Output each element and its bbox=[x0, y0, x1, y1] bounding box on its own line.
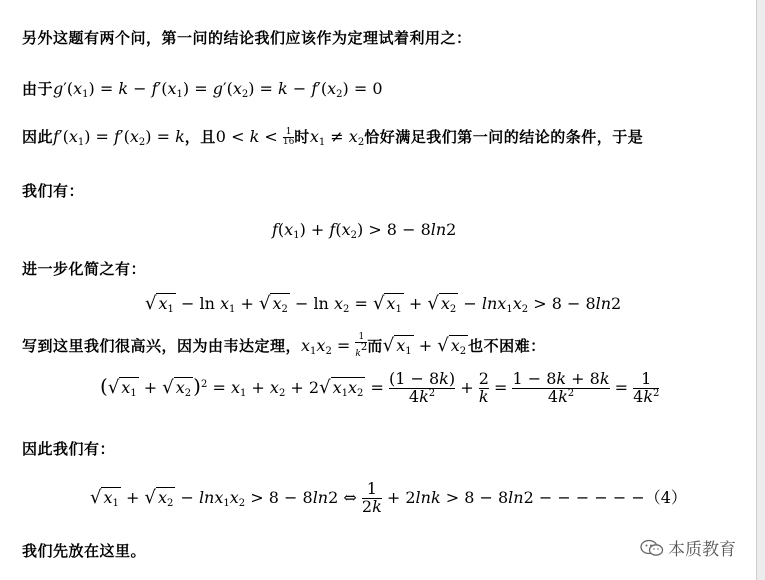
equation-square-expansion: (√ $x_1$ + √ $x_2$ )$^2 = x_1 + x_2 + 2√$ $x_1x_2$ = $\frac{(1 - 8k)}{4k^2}$ + $\frac{2}{k}$ = $\frac{1 - 8k + 8k}{4k^2}$ = $\frac{1}{4k^2}$ bbox=[100, 369, 660, 406]
watermark bbox=[640, 535, 736, 560]
paragraph-intro: 另外这题有两个问，第一问的结论我们应该作为定理试着利用之： bbox=[22, 29, 472, 47]
equation-sum-inequality: $f(x_1) + f(x_2) > 8 - 8\ln 2$ bbox=[272, 220, 457, 241]
paragraph-we-have: 我们有： bbox=[22, 182, 85, 200]
paragraph-therefore: 因此我们有： bbox=[22, 440, 116, 458]
equation-simplified: √ $x_1 - \ln x_1$ + √ $x_2 - \ln x_2$ = √ $x_1$ + √ $x_2 - \ln x_1x_2 > 8 - 8\ln 2$ bbox=[145, 293, 622, 315]
scrollbar-edge bbox=[756, 0, 765, 580]
watermark-label: 本质教育 bbox=[668, 540, 736, 560]
paragraph-condition: 因此$f'(x_1) = f'(x_2) = k$，且0 < k < $\frac{1}{16}$ 时$x_1 \ne x_2$恰好满足我们第一问的结论的条件，于是 bbox=[22, 126, 644, 148]
equation-derivative: 由于$g'(x_1) = k - f'(x_1) = g'(x_2) = k - f'(x_2) = 0$ bbox=[22, 79, 383, 100]
paragraph-vieta: 写到这里我们很高兴，因为由韦达定理，$x_1x_2$ = $\frac{1}{k^2}$ 而√ $x_1$ + √ $x_2$ 也不困难： bbox=[22, 332, 546, 360]
paragraph-closing: 我们先放在这里。 bbox=[22, 542, 147, 560]
paragraph-simplify: 进一步化简之有： bbox=[22, 260, 147, 278]
wechat-icon bbox=[640, 539, 664, 557]
equation-final: √ $x_1$ + √ $x_2 - \ln x_1x_2 > 8 - 8\ln 2$ ⇔ $\frac{1}{2k}$ + 2lnk > 8 − 8ln2 − − − − − −（4） bbox=[90, 479, 687, 516]
